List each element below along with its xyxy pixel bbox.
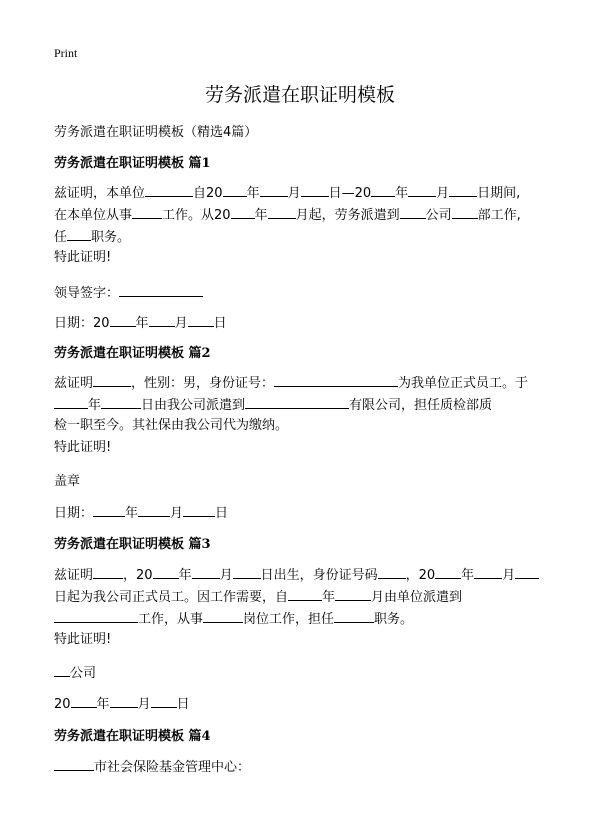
paragraph-line: 兹证明 ，20 年 月 日出生，身份证号码 ，20 年 月 — [54, 564, 554, 586]
closing-text: 特此证明! — [54, 440, 112, 455]
section-1-paragraph — [54, 182, 554, 248]
paragraph-line: 任 职务。 — [54, 226, 554, 248]
company-line: 公司 — [54, 662, 554, 684]
closing-text: 特此证明! — [54, 632, 112, 647]
paragraph-line: 在本单位从事 工作。从20 年 月起，劳务派遣到 公司 部工作, — [54, 204, 554, 226]
document-subtitle: 劳务派遣在职证明模板（精选4篇） — [54, 125, 258, 140]
date-line: 20 年 月 日 — [54, 693, 554, 715]
section-heading-2: 劳务派遣在职证明模板 篇2 — [54, 346, 211, 361]
signature-line: 领导签字： — [54, 282, 554, 304]
closing-text: 特此证明! — [54, 250, 112, 265]
section-4-paragraph: 市社会保险基金管理中心： — [54, 756, 554, 778]
paragraph-line: 兹证明，本单位 自20 年 月 日—20 年 月 日期间, — [54, 182, 554, 204]
date-line: 日期：20 年 月 日 — [54, 312, 554, 334]
paragraph-line: 工作，从事 岗位工作，担任 职务。 — [54, 608, 554, 630]
paragraph-line: 年 日由我公司派遣到 有限公司，担任质检部质 — [54, 394, 554, 416]
section-heading-3: 劳务派遣在职证明模板 篇3 — [54, 537, 211, 552]
section-heading-4: 劳务派遣在职证明模板 篇4 — [54, 729, 211, 744]
paragraph-line: 日起为我公司正式员工。因工作需要，自 年 月由单位派遣到 — [54, 586, 554, 608]
date-line: 日期： 年 月 日 — [54, 502, 554, 524]
paragraph-line: 检一职至今。其社保由我公司代为缴纳。 — [54, 418, 289, 433]
paragraph-line: 兹证明 ，性别：男，身份证号： 为我单位正式员工。于 — [54, 372, 554, 394]
print-link[interactable]: Print — [54, 46, 78, 60]
section-2-paragraph — [54, 372, 554, 436]
page-title: 劳务派遣在职证明模板 — [204, 84, 395, 106]
seal-label: 盖章 — [54, 474, 81, 489]
section-3-paragraph — [54, 564, 554, 630]
section-heading-1: 劳务派遣在职证明模板 篇1 — [54, 156, 211, 171]
